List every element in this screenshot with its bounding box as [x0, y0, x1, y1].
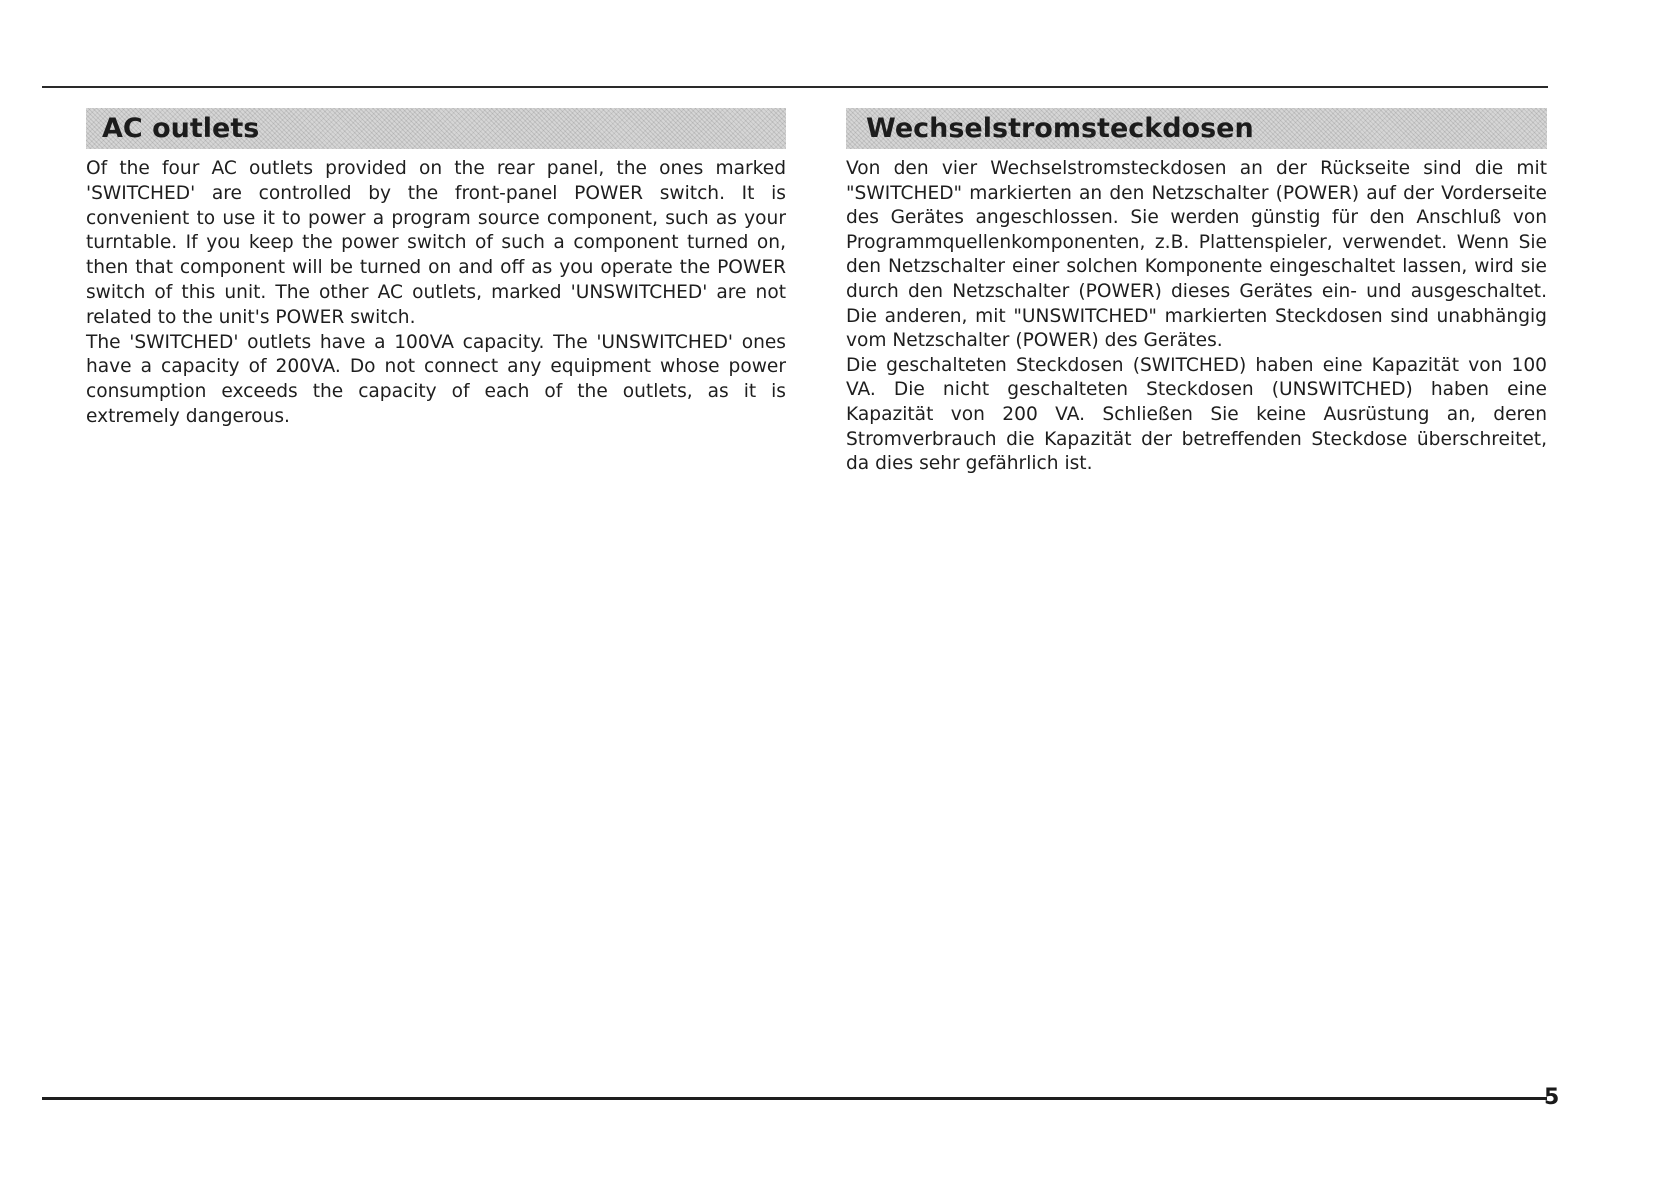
paragraph: The 'SWITCHED' outlets have a 100VA capacity. The 'UNSWITCHED' ones have a capacity of 200VA. Do not connect any equipment whose power consumption exceeds the capacity of each of the outlets, as it is extremely dangerous.	[86, 331, 786, 427]
page-number: 5	[1544, 1085, 1560, 1110]
paragraph: Die geschalteten Steckdosen (SWITCHED) haben eine Kapazität von 100 VA. Die nicht geschalteten Steckdosen (UNSWITCHED) haben eine Kapazität von 200 VA. Schließen Sie keine Ausrüstung an, deren Stromverbrauch die Kapazität der betreffenden Steckdose überschreitet, da dies sehr gefährlich ist.	[846, 354, 1547, 475]
german-section	[846, 108, 1547, 477]
section-heading: AC outlets	[102, 113, 260, 144]
section-body	[846, 157, 1547, 477]
paragraph: Von den vier Wechselstromsteckdosen an der Rückseite sind die mit "SWITCHED" markierten an den Netzschalter (POWER) auf der Vorderseite des Gerätes angeschlossen. Sie werden günstig für den Anschluß von Programmquellenkomponenten, z.B. Plattenspieler, verwendet. Wenn Sie den Netzschalter einer solchen Komponente eingeschaltet lassen, wird sie durch den Netzschalter (POWER) dieses Gerätes ein- und ausgeschaltet. Die anderen, mit "UNSWITCHED" markierten Steckdosen sind unabhängig vom Netzschalter (POWER) des Gerätes.	[846, 158, 1547, 352]
english-section	[86, 108, 786, 430]
top-rule	[42, 86, 1548, 88]
section-heading-bar	[846, 108, 1547, 149]
section-body	[86, 157, 786, 430]
paragraph: Of the four AC outlets provided on the rear panel, the ones marked 'SWITCHED' are controlled by the front-panel POWER switch. It is convenient to use it to power a program source component, such as your turntable. If you keep the power switch of such a component turned on, then that component will be turned on and off as you operate the POWER switch of this unit. The other AC outlets, marked 'UNSWITCHED' are not related to the unit's POWER switch.	[86, 158, 786, 328]
section-heading-bar	[86, 108, 786, 149]
bottom-rule	[42, 1097, 1547, 1100]
section-heading: Wechselstromsteckdosen	[866, 113, 1254, 144]
